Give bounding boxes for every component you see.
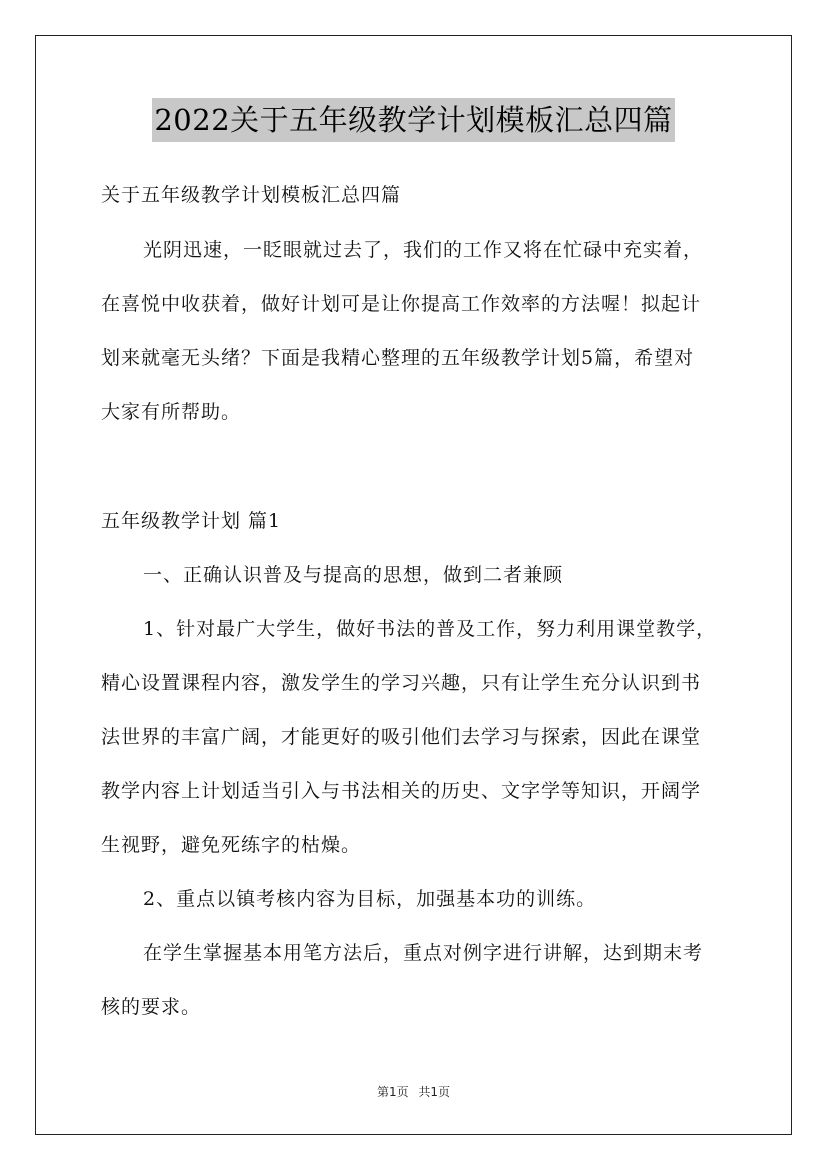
intro-line: 在喜悦中收获着，做好计划可是让你提高工作效率的方法喔！拟起计 (101, 293, 702, 315)
page-footer (0, 1083, 827, 1100)
intro-line: 光阴迅速，一眨眼就过去了，我们的工作又将在忙碌中充实着， (143, 239, 704, 261)
document-title: 2022关于五年级教学计划模板汇总四篇 (152, 98, 674, 142)
paragraph-line: 法世界的丰富广阔，才能更好的吸引他们去学习与探索，因此在课堂 (101, 726, 702, 748)
document-subtitle: 关于五年级教学计划模板汇总四篇 (101, 184, 402, 206)
paragraph-line: 1、针对最广大学生，做好书法的普及工作，努力利用课堂教学， (143, 618, 717, 640)
section-heading: 五年级教学计划 篇1 (101, 510, 282, 532)
paragraph-line: 精心设置课程内容，激发学生的学习兴趣，只有让学生充分认识到书 (101, 672, 702, 694)
intro-line: 划来就毫无头绪？下面是我精心整理的五年级教学计划5篇，希望对 (101, 347, 695, 369)
paragraph-line: 核的要求。 (101, 996, 202, 1018)
title-container (0, 98, 827, 142)
section-point: 一、正确认识普及与提高的思想，做到二者兼顾 (143, 564, 564, 586)
paragraph-line: 2、重点以镇考核内容为目标，加强基本功的训练。 (143, 888, 597, 910)
paragraph-line: 教学内容上计划适当引入与书法相关的历史、文字学等知识，开阔学 (101, 780, 702, 802)
page-total: 共1页 (418, 1085, 451, 1099)
paragraph-line: 在学生掌握基本用笔方法后，重点对例字进行讲解，达到期末考 (143, 942, 704, 964)
paragraph-line: 生视野，避免死练字的枯燥。 (101, 834, 362, 856)
page-number: 第1页 (376, 1085, 409, 1099)
intro-line: 大家有所帮助。 (101, 401, 242, 423)
